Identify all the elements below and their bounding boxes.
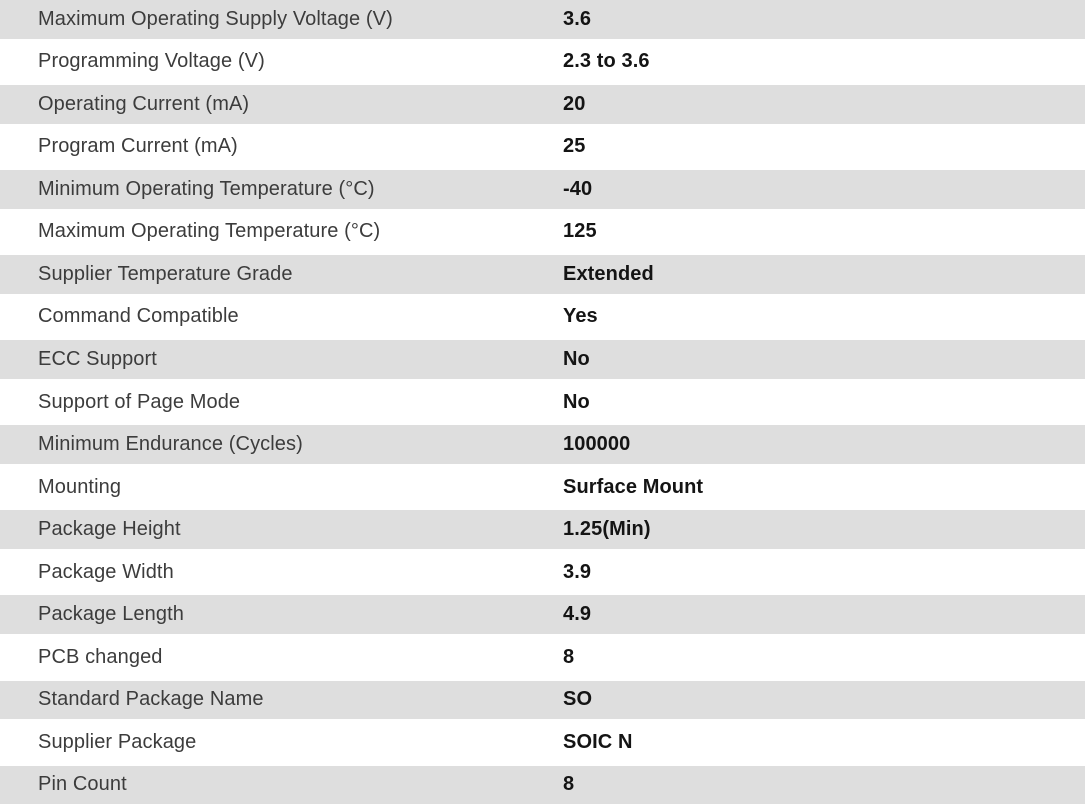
spec-value: No [563, 390, 590, 413]
spec-label: Programming Voltage (V) [38, 50, 265, 73]
spec-value: 25 [563, 135, 586, 158]
table-row [0, 510, 1085, 553]
spec-value: Surface Mount [563, 475, 704, 498]
spec-value: Extended [563, 262, 654, 285]
table-row [0, 213, 1085, 256]
spec-value: 8 [563, 645, 575, 668]
spec-value: 3.6 [563, 7, 592, 30]
spec-label: Maximum Operating Temperature (°C) [38, 220, 381, 243]
table-row [0, 340, 1085, 383]
spec-value: 8 [563, 773, 575, 796]
spec-value: No [563, 348, 590, 371]
spec-label: Support of Page Mode [38, 390, 241, 413]
spec-value: SOIC N [563, 730, 633, 753]
table-row [0, 595, 1085, 638]
table-row [0, 0, 1085, 43]
table-row [0, 468, 1085, 511]
table-row [0, 766, 1085, 804]
spec-label: Program Current (mA) [38, 135, 238, 158]
spec-label: Supplier Temperature Grade [38, 262, 293, 285]
spec-value: Yes [563, 305, 598, 328]
table-row [0, 298, 1085, 341]
table-row [0, 383, 1085, 426]
spec-label: PCB changed [38, 645, 163, 668]
table-row [0, 255, 1085, 298]
spec-value: 3.9 [563, 560, 592, 583]
spec-value: 2.3 to 3.6 [563, 50, 650, 73]
spec-label: Minimum Operating Temperature (°C) [38, 177, 375, 200]
spec-label: Operating Current (mA) [38, 92, 250, 115]
spec-label: Minimum Endurance (Cycles) [38, 433, 303, 456]
spec-label: Pin Count [38, 773, 127, 796]
spec-value: SO [563, 688, 593, 711]
table-row [0, 128, 1085, 171]
spec-label: Mounting [38, 475, 122, 498]
table-row [0, 43, 1085, 86]
table-row [0, 723, 1085, 766]
spec-value: -40 [563, 177, 593, 200]
table-row [0, 425, 1085, 468]
table-row [0, 638, 1085, 681]
spec-value: 4.9 [563, 603, 592, 626]
spec-label: Standard Package Name [38, 688, 264, 711]
spec-label: Maximum Operating Supply Voltage (V) [38, 7, 393, 30]
spec-value: 100000 [563, 433, 631, 456]
table-row [0, 170, 1085, 213]
spec-value: 125 [563, 220, 597, 243]
spec-value: 1.25(Min) [563, 518, 651, 541]
table-row [0, 553, 1085, 596]
spec-label: Command Compatible [38, 305, 239, 328]
table-row [0, 85, 1085, 128]
spec-value: 20 [563, 92, 586, 115]
spec-label: Package Width [38, 560, 174, 583]
spec-label: ECC Support [38, 348, 157, 371]
spec-label: Package Length [38, 603, 184, 626]
table-row [0, 681, 1085, 724]
spec-label: Package Height [38, 518, 181, 541]
spec-label: Supplier Package [38, 730, 197, 753]
